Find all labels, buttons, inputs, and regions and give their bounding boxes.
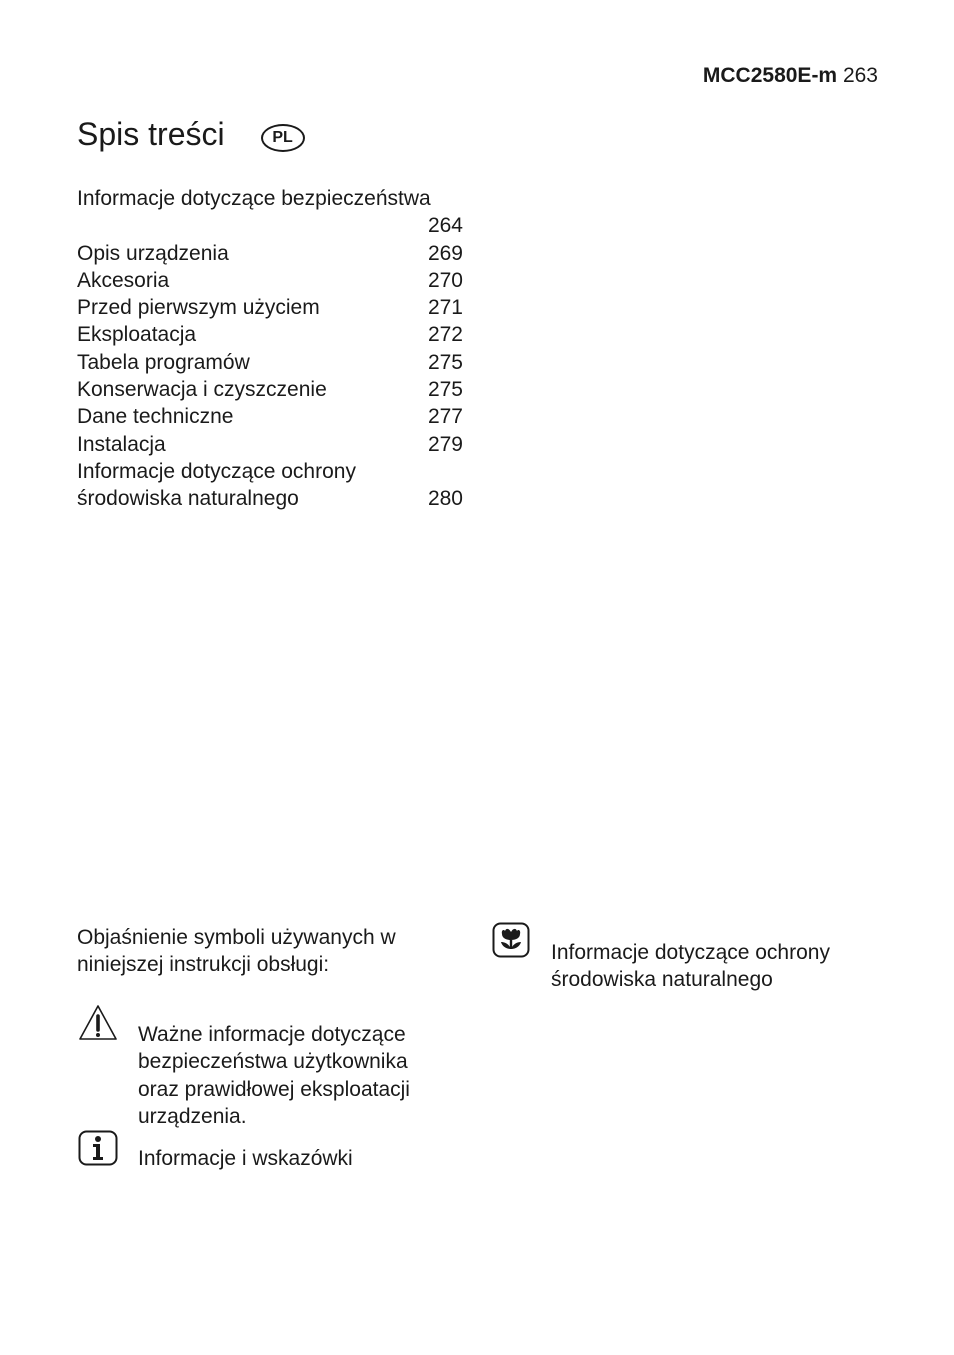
symbols-explanation-line: Objaśnienie symboli używanych w <box>77 926 396 949</box>
toc-entry-label: Dane techniczne <box>77 405 234 429</box>
toc-entry[interactable] <box>77 431 463 458</box>
toc-entry-label: Tabela programów <box>77 350 250 374</box>
title-row <box>77 116 305 153</box>
toc-entry-page: 275 <box>427 378 463 402</box>
legend-warning-line: urządzenia. <box>138 1104 247 1128</box>
toc-entry[interactable] <box>77 294 463 321</box>
model-number: MCC2580E-m <box>702 64 838 87</box>
toc-entry[interactable] <box>77 267 463 294</box>
toc-entry[interactable] <box>77 349 463 376</box>
page-header <box>703 64 878 88</box>
toc-entry-label: Przed pierwszym użyciem <box>77 296 320 320</box>
legend-warning-line: bezpieczeństwa użytkownika <box>138 1050 408 1074</box>
toc-entry-label: Instalacja <box>77 432 166 456</box>
toc-entry[interactable] <box>77 403 463 430</box>
legend-warning-line: Ważne informacje dotyczące <box>138 1023 406 1046</box>
toc-entry-page: 270 <box>427 268 463 292</box>
toc-entry-page: 272 <box>427 323 463 347</box>
toc-entry-page: 269 <box>427 241 463 265</box>
page-title: Spis treści <box>77 116 225 152</box>
symbols-explanation <box>77 924 437 979</box>
toc-entry[interactable] <box>77 240 463 267</box>
toc-entry-label: Eksploatacja <box>77 323 197 347</box>
toc-entry[interactable] <box>77 185 463 240</box>
symbols-explanation-line: niniejszej instrukcji obsługi: <box>77 953 330 977</box>
toc-entry-page: 271 <box>427 296 463 320</box>
toc-entry-label: środowiska naturalnego <box>77 487 299 511</box>
environment-flower-icon <box>492 922 530 958</box>
toc-entry-label: Akcesoria <box>77 268 170 292</box>
warning-triangle-icon <box>78 1004 118 1042</box>
page-number: 263 <box>842 64 878 87</box>
toc-entry[interactable] <box>77 321 463 348</box>
toc-entry-page: 279 <box>427 432 463 456</box>
toc-entry[interactable] <box>77 458 463 513</box>
toc-entry-page: 275 <box>427 350 463 374</box>
legend-environment-line: środowiska naturalnego <box>551 968 773 992</box>
toc-entry-label: Opis urządzenia <box>77 241 229 265</box>
info-icon <box>78 1130 118 1166</box>
toc-entry-label: Informacje dotyczące ochrony <box>77 459 356 483</box>
table-of-contents <box>77 185 463 513</box>
toc-entry-page: 280 <box>427 487 463 511</box>
toc-entry-page: 277 <box>427 405 463 429</box>
toc-entry-label: Konserwacja i czyszczenie <box>77 378 327 402</box>
toc-entry-label: Informacje dotyczące bezpieczeństwa <box>77 187 431 210</box>
legend-info-line: Informacje i wskazówki <box>138 1147 353 1170</box>
language-badge: PL <box>261 124 305 152</box>
toc-entry-page: 264 <box>427 214 463 238</box>
legend-warning-line: oraz prawidłowej eksploatacji <box>138 1077 410 1101</box>
toc-entry[interactable] <box>77 376 463 403</box>
legend-environment-line: Informacje dotyczące ochrony <box>551 941 830 964</box>
